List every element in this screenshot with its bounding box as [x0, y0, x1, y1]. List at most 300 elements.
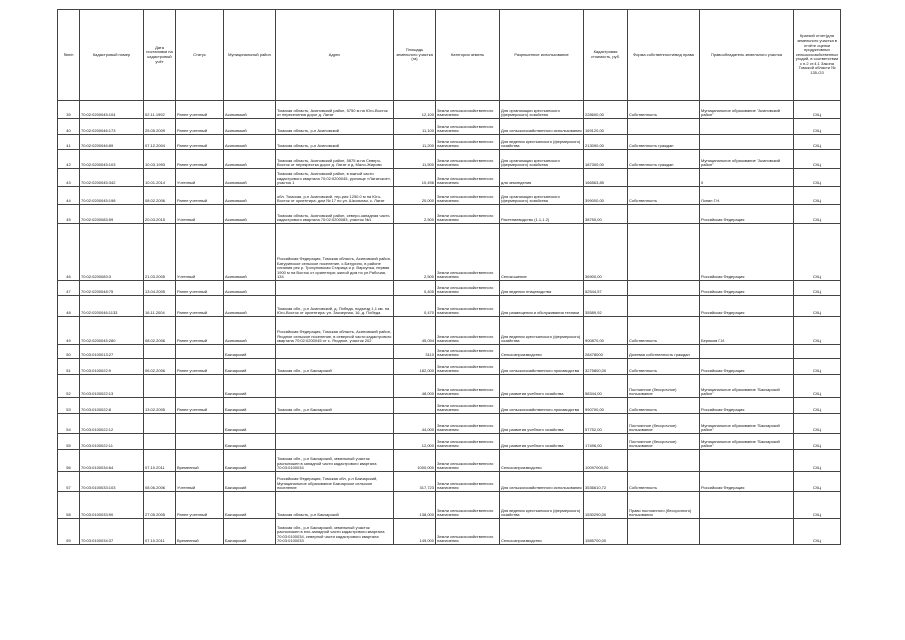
cell-district[interactable]: Бакчарский [224, 434, 276, 450]
cell-registration-date[interactable]: 07.12.2004 [144, 135, 176, 150]
cell-row-number[interactable]: 55 [58, 434, 80, 450]
cell-row-number[interactable]: 59 [58, 519, 80, 545]
table-row [58, 205, 841, 224]
cell-owner[interactable]: Муниципальное образование "Бакчарский район" [700, 375, 794, 398]
cell-land-category[interactable]: Земли сельскохозяйственного назначения [436, 472, 500, 492]
cell-permitted-use[interactable]: Для размещения и обслуживания техники [500, 296, 584, 317]
cell-ownership-form[interactable]: Собственность [628, 472, 700, 492]
cell-row-number[interactable]: 42 [58, 150, 80, 169]
cell-ownership-form[interactable]: Собственность [628, 317, 700, 345]
cell-ownership-form[interactable]: Собственность [628, 398, 700, 414]
cell-land-category[interactable]: Земли сельскохозяйственного назначения [436, 135, 500, 150]
cell-land-category[interactable]: Земли сельскохозяйственного назначения [436, 296, 500, 317]
cell-address[interactable] [276, 281, 394, 296]
cell-owner[interactable]: Муниципальное образование "Бакчарский район" [700, 414, 794, 434]
cell-address[interactable]: Томская область, Асиновский район, северо-западная часть кадастрового квартала 70:02:0200083, участок №1 [276, 205, 394, 224]
cell-permitted-use[interactable]: Для сельскохозяйственного производства [500, 359, 584, 375]
cell-registration-date[interactable]: 25.05.2009 [144, 119, 176, 135]
cell-address[interactable]: обл. Томская, р-н Асиновский, тер-рия 1250.0 м на Юго-Восток от ориентира: дом № 17 по ул. Школьная, с. Латат [276, 187, 394, 205]
cell-permitted-use[interactable]: Для ведения крестьянского (фермерского) хозяйства [500, 492, 584, 519]
cell-row-number[interactable]: 46 [58, 224, 80, 281]
cell-area[interactable]: 0,470 [394, 296, 436, 317]
cell-ownership-form[interactable] [628, 169, 700, 187]
cell-area[interactable]: 12,000 [394, 434, 436, 450]
cell-cadastral-number[interactable]: 70:02:0200046:1133 [80, 296, 144, 317]
cell-cadastral-number[interactable]: 70:02:0200045:280 [80, 317, 144, 345]
cell-district[interactable]: Асиновский [224, 281, 276, 296]
cell-area[interactable]: 11,500 [394, 150, 436, 169]
cell-status[interactable]: Учтенный [176, 472, 224, 492]
cell-row-number[interactable]: 51 [58, 359, 80, 375]
cell-cadastral-value[interactable]: 169120,00 [584, 119, 628, 135]
cell-land-category[interactable]: Земли сельскохозяйственного назначения [436, 101, 500, 119]
cell-permitted-use[interactable]: Для сельскохозяйственного использования [500, 119, 584, 135]
cell-cadastral-value[interactable]: 17496,00 [584, 434, 628, 450]
cell-permitted-use[interactable]: Для организации крестьянского (фермерского) хозяйства [500, 101, 584, 119]
cell-status[interactable]: Ранее учтенный [176, 492, 224, 519]
cell-cadastral-value[interactable]: 213090,00 [584, 135, 628, 150]
cell-registration-date[interactable]: 07.10.2011 [144, 450, 176, 472]
cell-cadastral-number[interactable]: 70:02:0200045:103 [80, 150, 144, 169]
cell-row-number[interactable]: 56 [58, 450, 80, 472]
cell-permitted-use[interactable]: для земледелия [500, 169, 584, 187]
cell-address[interactable]: Российская Федерация, Томская область, Асиновский район, Батуринское сельское поселение, с.Батурино, в районе слияния рек р. Трохуповская Старица и р. Варсунья, первая 1900 м на Восток от ориентира: жилой дом по ул.Рабочая, 134 [276, 224, 394, 281]
header-cell[interactable]: Кадастровый номер [80, 10, 144, 101]
table-row [58, 169, 841, 187]
cell-district[interactable]: Асиновский [224, 119, 276, 135]
cell-permitted-use[interactable]: Для развития учебного хозяйства [500, 375, 584, 398]
header-cell[interactable]: Площадь земельного участка (га) [394, 10, 436, 101]
cell-registration-date[interactable]: 16.11.2004 [144, 296, 176, 317]
cell-cadastral-value[interactable]: 399000,00 [584, 187, 628, 205]
cell-ownership-form[interactable] [628, 205, 700, 224]
cell-cadastral-number[interactable]: 70:02:0200046:89 [80, 135, 144, 150]
cell-owner[interactable]: Российская Федерация [700, 296, 794, 317]
cell-ownership-form[interactable]: Право постоянного (бессрочного) пользования [628, 492, 700, 519]
cell-cadastral-number[interactable]: 70:03:0100033:103 [80, 472, 144, 492]
cell-area[interactable]: 48,000 [394, 375, 436, 398]
cell-ownership-form[interactable] [628, 519, 700, 545]
cell-status[interactable]: Ранее учтенный [176, 317, 224, 345]
cell-ownership-form[interactable] [628, 450, 700, 472]
cell-address[interactable] [276, 375, 394, 398]
cell-district[interactable]: Бакчарский [224, 414, 276, 434]
cell-land-category[interactable]: Земли сельскохозяйственного назначения [436, 492, 500, 519]
cell-status[interactable]: Временный [176, 450, 224, 472]
cell-registration-date[interactable]: 10.03.1993 [144, 150, 176, 169]
cell-area[interactable]: 2,500 [394, 224, 436, 281]
cell-owner[interactable] [700, 135, 794, 150]
cell-registration-date[interactable]: 08.02.2006 [144, 317, 176, 345]
cell-land-category[interactable]: Земли сельскохозяйственного назначения [436, 450, 500, 472]
cell-owner[interactable]: Берюков Г.И. [700, 317, 794, 345]
cell-area[interactable]: 182,000 [394, 359, 436, 375]
cell-cadastral-number[interactable]: 70:02:0200045:198 [80, 187, 144, 205]
cell-district[interactable]: Асиновский [224, 150, 276, 169]
cell-land-category[interactable]: Земли сельскохозяйственного назначения [436, 359, 500, 375]
cell-owner[interactable]: Российская Федерация [700, 205, 794, 224]
table-row [58, 101, 841, 119]
header-cell[interactable]: Краткий отчет(для земельного участка в отчёте оценки продуктивных сельскохозяйственных угодий, в соответствии с п.2 ст.4.1 Закона Томской области № 135-ОЗ [794, 10, 841, 101]
cell-land-category[interactable]: Земли сельскохозяйственного назначения [436, 187, 500, 205]
cell-address[interactable] [276, 414, 394, 434]
cell-status[interactable]: Ранее учтенный [176, 187, 224, 205]
cell-area[interactable]: 45,094 [394, 317, 436, 345]
cell-cadastral-number[interactable]: 70:02:0200083:3 [80, 224, 144, 281]
cell-permitted-use[interactable]: Сельхозпроизводство [500, 345, 584, 359]
cell-land-category[interactable]: Земли сельскохозяйственного назначения [436, 224, 500, 281]
cell-row-number[interactable]: 54 [58, 414, 80, 434]
cell-address[interactable]: Томская обл., р-н Асиновский, д. Победа, подъезд 1,1 км. на Юго-Восток от ориентира: ул. Заозерная, 16, д. Победа [276, 296, 394, 317]
cell-cadastral-number[interactable]: 70:02:0200048:75 [80, 281, 144, 296]
cell-land-category[interactable]: Земли сельскохозяйственного назначения [436, 317, 500, 345]
cell-note[interactable]: СХЦ [794, 135, 841, 150]
cell-cadastral-value[interactable]: 36900,00 [584, 224, 628, 281]
cell-area[interactable] [394, 398, 436, 414]
cell-owner[interactable] [700, 519, 794, 545]
cell-district[interactable]: Асиновский [224, 296, 276, 317]
cell-ownership-form[interactable]: Постоянное (бессрочное) пользование [628, 414, 700, 434]
cell-note[interactable]: СХЦ [794, 519, 841, 545]
cell-owner[interactable] [700, 450, 794, 472]
cell-status[interactable]: Ранее учтенный [176, 119, 224, 135]
table-row [58, 359, 841, 375]
cell-cadastral-number[interactable]: 70:02:0200045:342 [80, 169, 144, 187]
cell-cadastral-number[interactable]: 70:03:0100022:11 [80, 434, 144, 450]
cell-row-number[interactable]: 45 [58, 205, 80, 224]
cell-district[interactable]: Бакчарский [224, 450, 276, 472]
cell-registration-date[interactable]: 08.06.2006 [144, 472, 176, 492]
table-row [58, 398, 841, 414]
cell-cadastral-number[interactable]: 70:02:0200046:173 [80, 119, 144, 135]
cell-cadastral-number[interactable]: 70:03:0100022:12 [80, 414, 144, 434]
cell-registration-date[interactable]: 10.01.2014 [144, 169, 176, 187]
cell-status[interactable] [176, 375, 224, 398]
cell-status[interactable]: Учтенный [176, 224, 224, 281]
cell-permitted-use[interactable]: Для ведения крестьянского (фермерского) хозяйства [500, 135, 584, 150]
cell-land-category[interactable]: Земли сельскохозяйственного назначения [436, 169, 500, 187]
cell-status[interactable] [176, 414, 224, 434]
cell-ownership-form[interactable]: Постоянное (бессрочное) пользование [628, 434, 700, 450]
header-cell[interactable]: Кадастровая стоимость, руб. [584, 10, 628, 101]
cell-address[interactable] [276, 345, 394, 359]
cell-permitted-use[interactable]: Для сельскохозяйственного использования [500, 472, 584, 492]
cell-address[interactable]: Томская обл., р-н Бакчарский [276, 398, 394, 414]
cell-registration-date[interactable]: 13.04.2005 [144, 281, 176, 296]
cell-land-category[interactable]: Земли сельскохозяйственного назначения [436, 345, 500, 359]
header-cell[interactable]: Форма собственности/вид права [628, 10, 700, 101]
cell-status[interactable]: Ранее учтенный [176, 296, 224, 317]
cell-cadastral-value[interactable]: 1530290,00 [584, 492, 628, 519]
cell-area[interactable]: 11,100 [394, 119, 436, 135]
cell-ownership-form[interactable]: Собственность [628, 359, 700, 375]
cell-area[interactable]: 20,000 [394, 187, 436, 205]
cell-cadastral-number[interactable]: 70:03:0100022:13 [80, 375, 144, 398]
cell-district[interactable]: Асиновский [224, 224, 276, 281]
table-row [58, 450, 841, 472]
cell-district[interactable]: Асиновский [224, 169, 276, 187]
cell-address[interactable]: Томская обл., р-н Бакчарский, земельный участок расположен в юго-западной части кадастрового квартала 70:03:0100034, северной части кадастрового квартала 70:03:0100033 [276, 519, 394, 545]
cell-status[interactable]: Ранее учтенный [176, 101, 224, 119]
cell-note[interactable]: СХЦ [794, 375, 841, 398]
cell-cadastral-value[interactable]: 28478000 [584, 345, 628, 359]
cell-district[interactable]: Бакчарский [224, 359, 276, 375]
cell-owner[interactable]: Российская Федерация [700, 472, 794, 492]
cell-status[interactable]: Временный [176, 519, 224, 545]
cell-land-category[interactable]: Земли сельскохозяйственного назначения [436, 375, 500, 398]
cell-cadastral-value[interactable]: 38750,00 [584, 205, 628, 224]
cell-registration-date[interactable]: 21.03.2005 [144, 224, 176, 281]
cell-permitted-use[interactable]: Для ведения крестьянского (фермерского) хозяйства [500, 317, 584, 345]
cell-owner[interactable] [700, 345, 794, 359]
cell-row-number[interactable]: 40 [58, 119, 80, 135]
cell-note[interactable]: СХЦ [794, 296, 841, 317]
cell-status[interactable]: Учтенный [176, 169, 224, 187]
cell-land-category[interactable]: Земли сельскохозяйственного назначения [436, 398, 500, 414]
cell-area[interactable]: 3110 [394, 345, 436, 359]
cell-cadastral-number[interactable]: 70:02:0200083:59 [80, 205, 144, 224]
cell-district[interactable]: Асиновский [224, 101, 276, 119]
cell-row-number[interactable]: 52 [58, 375, 80, 398]
cell-cadastral-value[interactable]: 57752,00 [584, 414, 628, 434]
cell-address[interactable]: Томская область, р-н Асиновский [276, 119, 394, 135]
cell-cadastral-value[interactable]: 52544,57 [584, 281, 628, 296]
cell-land-category[interactable]: Земли сельскохозяйственного назначения [436, 434, 500, 450]
cell-ownership-form[interactable] [628, 119, 700, 135]
table-row [58, 375, 841, 398]
cell-status[interactable]: Учтенный [176, 205, 224, 224]
cell-registration-date[interactable]: 07.10.2011 [144, 519, 176, 545]
cell-land-category[interactable]: Земли сельскохозяйственного назначения [436, 150, 500, 169]
cell-district[interactable]: Бакчарский [224, 375, 276, 398]
header-cell[interactable]: Разрешенное использование [500, 10, 584, 101]
cell-note[interactable]: СХЦ [794, 414, 841, 434]
header-cell[interactable]: №п/п [58, 10, 80, 101]
cell-ownership-form[interactable]: Собственность [628, 187, 700, 205]
cell-permitted-use[interactable]: Сельхозпроизводство [500, 450, 584, 472]
cell-address[interactable] [276, 434, 394, 450]
cell-ownership-form[interactable] [628, 224, 700, 281]
cell-area[interactable]: 317,723 [394, 472, 436, 492]
cell-owner[interactable]: Российская Федерация [700, 359, 794, 375]
cell-permitted-use[interactable]: Для ведения птицеводства [500, 281, 584, 296]
cell-cadastral-value[interactable]: 58344,00 [584, 375, 628, 398]
cell-land-category[interactable]: Земли сельскохозяйственного назначения [436, 119, 500, 135]
cell-cadastral-value[interactable]: 228600,00 [584, 101, 628, 119]
cell-ownership-form[interactable] [628, 281, 700, 296]
cell-cadastral-value[interactable]: 990700,00 [584, 398, 628, 414]
cell-owner[interactable]: Российская Федерация [700, 398, 794, 414]
cell-land-category[interactable]: Земли сельскохозяйственного назначения [436, 205, 500, 224]
table-row [58, 492, 841, 519]
cell-cadastral-value[interactable]: 1585700,00 [584, 519, 628, 545]
cell-ownership-form[interactable]: Собственность граждан [628, 135, 700, 150]
cell-permitted-use[interactable]: Сельхозпроизводство [500, 519, 584, 545]
cell-cadastral-value[interactable]: 35589,92 [584, 296, 628, 317]
cell-cadastral-value[interactable]: 3536610,72 [584, 472, 628, 492]
cell-ownership-form[interactable]: Постоянное (бессрочное) пользование [628, 375, 700, 398]
cell-cadastral-value[interactable]: 166563,85 [584, 169, 628, 187]
cell-land-category[interactable]: Земли сельскохозяйственного назначения [436, 414, 500, 434]
cell-note[interactable]: СХЦ [794, 119, 841, 135]
cell-cadastral-value[interactable]: 900870,00 [584, 317, 628, 345]
cell-area[interactable]: 1000,000 [394, 450, 436, 472]
header-cell[interactable]: Статус [176, 10, 224, 101]
cell-owner[interactable]: Муниципальное образование "Асиновский район" [700, 101, 794, 119]
cell-address[interactable]: Томская область, р-н Асиновский [276, 135, 394, 150]
header-cell[interactable]: Муниципальный район [224, 10, 276, 101]
cell-note[interactable]: СХЦ [794, 187, 841, 205]
cell-row-number[interactable]: 39 [58, 101, 80, 119]
cell-owner[interactable]: Российская Федерация [700, 281, 794, 296]
cell-row-number[interactable]: 48 [58, 296, 80, 317]
cell-row-number[interactable]: 49 [58, 317, 80, 345]
cell-address[interactable]: Томская область, Асиновский район, 5750 м на Юго-Восток от пересечения дорог д. Латат [276, 101, 394, 119]
cell-note[interactable]: СХЦ [794, 150, 841, 169]
cell-note[interactable]: СХЦ [794, 359, 841, 375]
cell-ownership-form[interactable]: Долевая собственность граждан [628, 345, 700, 359]
header-cell[interactable]: Дата постановки на кадастровый учёт [144, 10, 176, 101]
cell-owner[interactable] [700, 119, 794, 135]
cell-registration-date[interactable]: 20.03.2015 [144, 205, 176, 224]
cell-area[interactable]: 149,000 [394, 519, 436, 545]
cell-note[interactable]: СХЦ [794, 169, 841, 187]
cell-area[interactable]: 12,100 [394, 101, 436, 119]
cell-permitted-use[interactable]: Для организации крестьянского (фермерского) хозяйства [500, 187, 584, 205]
cell-owner[interactable]: 0 [700, 169, 794, 187]
cell-cadastral-number[interactable]: 70:03:0100034:64 [80, 450, 144, 472]
cell-registration-date[interactable]: 02.11.1992 [144, 101, 176, 119]
cell-row-number[interactable]: 57 [58, 472, 80, 492]
cell-district[interactable]: Бакчарский [224, 492, 276, 519]
header-cell[interactable]: Правообладатель земельного участка [700, 10, 794, 101]
cell-note[interactable] [794, 345, 841, 359]
cell-permitted-use[interactable]: Для сельскохозяйственного производства [500, 398, 584, 414]
cell-note[interactable]: СХЦ [794, 101, 841, 119]
cell-address[interactable]: Томская обл., р-н Бакчарский [276, 359, 394, 375]
cell-status[interactable]: Ранее учтенный [176, 359, 224, 375]
cell-row-number[interactable]: 58 [58, 492, 80, 519]
cell-note[interactable]: СХЦ [794, 398, 841, 414]
cell-note[interactable]: СХЦ [794, 434, 841, 450]
cell-address[interactable]: Томская обл., р-н Бакчарский, земельный участок расположен в западной части кадастрового квартала 70:03:0100034 [276, 450, 394, 472]
cell-cadastral-number[interactable]: 70:03:0100033:90 [80, 492, 144, 519]
cell-area[interactable]: 0,405 [394, 281, 436, 296]
cell-ownership-form[interactable]: Собственность граждан [628, 150, 700, 169]
cell-note[interactable]: СХЦ [794, 317, 841, 345]
cell-cadastral-number[interactable]: 70:03:0100034:37 [80, 519, 144, 545]
cell-address[interactable]: Томская область, Асиновский район, в южной части кадастрового квартала 70:02:0200045, урочище «Лататское», участок 1 [276, 169, 394, 187]
cell-land-category[interactable]: Земли сельскохозяйственного назначения [436, 519, 500, 545]
cell-note[interactable]: СХЦ [794, 450, 841, 472]
cell-registration-date[interactable]: 06.02.2006 [144, 359, 176, 375]
cell-district[interactable]: Бакчарский [224, 398, 276, 414]
cell-status[interactable]: Ранее учтенный [176, 398, 224, 414]
header-cell[interactable]: Категория земель [436, 10, 500, 101]
cell-row-number[interactable]: 44 [58, 187, 80, 205]
cell-cadastral-number[interactable]: 70:03:0100013:27 [80, 345, 144, 359]
cell-district[interactable]: Бакчарский [224, 472, 276, 492]
cell-permitted-use[interactable]: Растениеводство (1.1,1.2) [500, 205, 584, 224]
cell-registration-date[interactable]: 27.05.2005 [144, 492, 176, 519]
cell-note[interactable]: СХЦ [794, 472, 841, 492]
cell-owner[interactable]: Муниципальное образование "Асиновский район" [700, 150, 794, 169]
cell-status[interactable]: Ранее учтенный [176, 150, 224, 169]
cell-address[interactable]: Томская область, р-н Бакчарский [276, 492, 394, 519]
cell-note[interactable]: СХЦ [794, 492, 841, 519]
cell-row-number[interactable]: 53 [58, 398, 80, 414]
cell-district[interactable]: Бакчарский [224, 519, 276, 545]
cell-row-number[interactable]: 50 [58, 345, 80, 359]
cell-row-number[interactable]: 47 [58, 281, 80, 296]
cell-permitted-use[interactable]: Для организации крестьянского (фермерского) хозяйства [500, 150, 584, 169]
header-cell[interactable]: Адрес [276, 10, 394, 101]
table-row [58, 135, 841, 150]
cell-note[interactable]: СХЦ [794, 224, 841, 281]
table-row [58, 119, 841, 135]
cell-area[interactable]: 2,500 [394, 205, 436, 224]
header-row [58, 10, 841, 101]
cell-registration-date[interactable] [144, 345, 176, 359]
cell-cadastral-value[interactable]: 10097000,00 [584, 450, 628, 472]
cell-ownership-form[interactable]: Собственность [628, 101, 700, 119]
cell-permitted-use[interactable]: Для развития учебного хозяйства [500, 434, 584, 450]
cell-owner[interactable] [700, 492, 794, 519]
cell-registration-date[interactable]: 08.02.2006 [144, 187, 176, 205]
cell-area[interactable]: 10,496 [394, 169, 436, 187]
cell-owner[interactable]: Муниципальное образование "Бакчарский район" [700, 434, 794, 450]
cell-land-category[interactable]: Земли сельскохозяйственного назначения [436, 281, 500, 296]
cell-cadastral-number[interactable]: 70:03:0100022:8 [80, 398, 144, 414]
cell-area[interactable]: 138,000 [394, 492, 436, 519]
cell-status[interactable] [176, 345, 224, 359]
table-row [58, 281, 841, 296]
cell-address[interactable]: Российская Федерация, Томская обл, р-н Бакчарский, Муниципальное образование Бакчарское сельское поселение [276, 472, 394, 492]
table-row [58, 519, 841, 545]
cell-cadastral-value[interactable]: 3275800,00 [584, 359, 628, 375]
cell-district[interactable]: Асиновский [224, 317, 276, 345]
cell-permitted-use[interactable]: Сенокошение [500, 224, 584, 281]
cell-address[interactable]: Российская Федерация, Томская область, Асиновский район, Ягодное сельское поселение, в северной части кадастрового квартала 70:02:0200045 от с. Ягодное, участок 202 [276, 317, 394, 345]
cell-registration-date[interactable] [144, 375, 176, 398]
cell-cadastral-number[interactable]: 70:02:0200045:104 [80, 101, 144, 119]
cell-area[interactable]: 11,200 [394, 135, 436, 150]
cell-district[interactable]: Асиновский [224, 187, 276, 205]
cell-cadastral-number[interactable]: 70:03:0100022:9 [80, 359, 144, 375]
cell-registration-date[interactable] [144, 434, 176, 450]
cell-registration-date[interactable] [144, 414, 176, 434]
cell-area[interactable]: 44,000 [394, 414, 436, 434]
cell-ownership-form[interactable] [628, 296, 700, 317]
cell-status[interactable] [176, 434, 224, 450]
cell-status[interactable]: Ранее учтенный [176, 281, 224, 296]
table-row [58, 414, 841, 434]
cell-district[interactable]: Бакчарский [224, 345, 276, 359]
cell-permitted-use[interactable]: Для развития учебного хозяйства [500, 414, 584, 434]
cell-owner[interactable]: Лопин Г.Н. [700, 187, 794, 205]
cell-registration-date[interactable]: 13.02.2005 [144, 398, 176, 414]
cell-district[interactable]: Асиновский [224, 135, 276, 150]
cell-row-number[interactable]: 43 [58, 169, 80, 187]
cell-cadastral-value[interactable]: 187300,00 [584, 150, 628, 169]
cell-row-number[interactable]: 41 [58, 135, 80, 150]
cell-owner[interactable]: Российская Федерация [700, 224, 794, 281]
cell-district[interactable]: Асиновский [224, 205, 276, 224]
cell-note[interactable]: СХЦ [794, 281, 841, 296]
cell-status[interactable]: Ранее учтенный [176, 135, 224, 150]
cell-address[interactable]: Томская область, Асиновский район, 5875 м на Северо-Восток от перекрестка дорог д. Латат и д. Мало-Жирово [276, 150, 394, 169]
cell-note[interactable]: СХЦ [794, 205, 841, 224]
